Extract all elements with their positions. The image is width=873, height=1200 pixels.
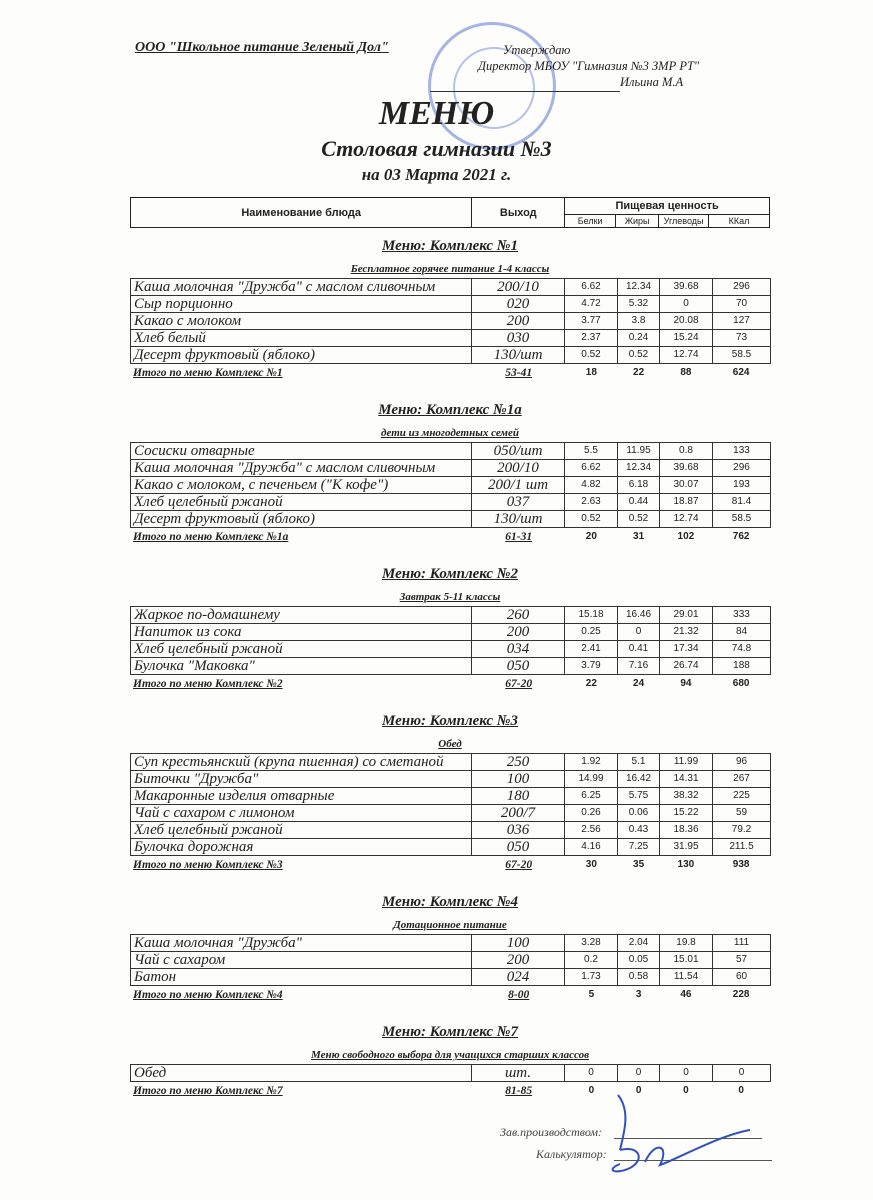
total-protein: 18: [585, 367, 597, 378]
table-row: [131, 754, 771, 771]
total-carbs: 102: [677, 531, 695, 542]
dish-output: 200: [472, 313, 565, 330]
total-carbs: 130: [677, 859, 695, 870]
dish-name: Чай с сахаром с лимоном: [131, 805, 472, 822]
dish-kcal: 96: [713, 754, 771, 771]
table-row: [131, 1065, 771, 1082]
dish-output: 200/10: [472, 279, 565, 296]
dish-kcal: 81.4: [713, 494, 771, 511]
dish-carbs: 21.32: [660, 624, 713, 641]
section-total: [130, 364, 770, 382]
table-row: [131, 658, 771, 675]
dish-output: шт.: [472, 1065, 565, 1082]
dish-name: Жаркое по-домашнему: [131, 607, 472, 624]
total-kcal: 938: [732, 859, 750, 870]
dish-output: 250: [472, 754, 565, 771]
table-row: [131, 641, 771, 658]
dish-protein: 1.73: [565, 969, 618, 986]
menu-table: [130, 606, 771, 675]
menu-table: [130, 934, 771, 986]
total-fat: 31: [633, 531, 645, 542]
dish-output: 200: [472, 952, 565, 969]
header-kcal: ККал: [709, 215, 770, 228]
dish-fat: 0.24: [618, 330, 660, 347]
dish-output: 200/1 шт: [472, 477, 565, 494]
total-fat: 35: [633, 859, 645, 870]
dish-fat: 12.34: [618, 460, 660, 477]
dish-output: 100: [472, 935, 565, 952]
dish-output: 050/шт: [472, 443, 565, 460]
total-price: 53-41: [505, 367, 533, 379]
dish-carbs: 17.34: [660, 641, 713, 658]
dish-kcal: 211.5: [713, 839, 771, 856]
table-row: [131, 279, 771, 296]
dish-kcal: 127: [713, 313, 771, 330]
total-fat: 3: [635, 989, 642, 1000]
dish-carbs: 0: [660, 1065, 713, 1082]
table-row: [131, 952, 771, 969]
dish-output: 030: [472, 330, 565, 347]
dish-carbs: 30.07: [660, 477, 713, 494]
menu-section: [130, 234, 770, 382]
header-nutrition: Пищевая ценность: [565, 198, 770, 215]
dish-output: 036: [472, 822, 565, 839]
menu-section: [130, 709, 770, 874]
table-row: [131, 624, 771, 641]
approval-label: Утверждаю: [503, 43, 571, 57]
dish-fat: 3.8: [618, 313, 660, 330]
table-row: [131, 477, 771, 494]
dish-fat: 0.44: [618, 494, 660, 511]
dish-output: 130/шт: [472, 511, 565, 528]
total-label: Итого по меню Комплекс №2: [133, 678, 283, 690]
dish-output: 130/шт: [472, 347, 565, 364]
dish-fat: 0: [618, 1065, 660, 1082]
dish-name: Десерт фруктовый (яблоко): [131, 347, 472, 364]
dish-carbs: 0: [660, 296, 713, 313]
dish-fat: 0.05: [618, 952, 660, 969]
total-protein: 0: [588, 1085, 595, 1096]
total-protein: 5: [588, 989, 595, 1000]
dish-kcal: 84: [713, 624, 771, 641]
menu-sections: [130, 230, 770, 1116]
dish-name: Каша молочная "Дружба": [131, 935, 472, 952]
total-carbs: 0: [683, 1085, 689, 1096]
menu-table: [130, 278, 771, 364]
dish-carbs: 29.01: [660, 607, 713, 624]
total-price: 8-00: [508, 989, 530, 1001]
dish-name: Хлеб целебный ржаной: [131, 494, 472, 511]
section-total: [130, 675, 770, 693]
dish-protein: 3.28: [565, 935, 618, 952]
total-protein: 30: [585, 859, 597, 870]
dish-protein: 2.37: [565, 330, 618, 347]
total-price: 67-20: [505, 859, 533, 871]
total-protein: 20: [585, 531, 597, 542]
dish-protein: 0.26: [565, 805, 618, 822]
dish-kcal: 333: [713, 607, 771, 624]
total-carbs: 46: [680, 989, 692, 1000]
dish-kcal: 59: [713, 805, 771, 822]
dish-name: Какао с молоком, с печеньем ("К кофе"): [131, 477, 472, 494]
total-fat: 24: [633, 678, 645, 689]
dish-protein: 0.52: [565, 511, 618, 528]
dish-carbs: 26.74: [660, 658, 713, 675]
header-output: Выход: [472, 198, 565, 228]
dish-output: 200/7: [472, 805, 565, 822]
total-price: 67-20: [505, 678, 533, 690]
dish-kcal: 267: [713, 771, 771, 788]
table-row: [131, 313, 771, 330]
dish-name: Каша молочная "Дружба" с маслом сливочным: [131, 460, 472, 477]
dish-output: 180: [472, 788, 565, 805]
dish-carbs: 15.24: [660, 330, 713, 347]
dish-name: Булочка "Маковка": [131, 658, 472, 675]
dish-fat: 5.1: [618, 754, 660, 771]
dish-carbs: 15.01: [660, 952, 713, 969]
dish-carbs: 19.8: [660, 935, 713, 952]
dish-fat: 5.32: [618, 296, 660, 313]
total-kcal: 624: [732, 367, 750, 378]
page-title: МЕНЮ: [378, 95, 495, 132]
section-total: [130, 528, 770, 546]
total-label: Итого по меню Комплекс №7: [133, 1085, 283, 1097]
dish-name: Сосиски отварные: [131, 443, 472, 460]
dish-kcal: 57: [713, 952, 771, 969]
table-row: [131, 771, 771, 788]
dish-fat: 16.46: [618, 607, 660, 624]
dish-name: Хлеб целебный ржаной: [131, 822, 472, 839]
header-carbs: Углеводы: [659, 215, 709, 228]
production-head-label: Зав.производством:: [500, 1125, 603, 1139]
approval-position: Директор МБОУ "Гимназия №3 ЗМР РТ": [478, 59, 700, 73]
dish-carbs: 11.54: [660, 969, 713, 986]
section-title: Меню: Комплекс №1а: [378, 402, 522, 418]
dish-protein: 1.92: [565, 754, 618, 771]
dish-fat: 2.04: [618, 935, 660, 952]
dish-fat: 0.52: [618, 511, 660, 528]
calculator-label: Калькулятор:: [536, 1147, 607, 1161]
approval-signer: Ильина М.А: [620, 75, 684, 89]
table-row: [131, 935, 771, 952]
dish-output: 037: [472, 494, 565, 511]
dish-name: Макаронные изделия отварные: [131, 788, 472, 805]
dish-carbs: 18.36: [660, 822, 713, 839]
dish-protein: 4.16: [565, 839, 618, 856]
dish-fat: 6.18: [618, 477, 660, 494]
dish-carbs: 12.74: [660, 347, 713, 364]
total-protein: 22: [585, 678, 597, 689]
dish-kcal: 225: [713, 788, 771, 805]
dish-fat: 16.42: [618, 771, 660, 788]
dish-fat: 7.16: [618, 658, 660, 675]
dish-protein: 14.99: [565, 771, 618, 788]
total-kcal: 0: [738, 1085, 744, 1096]
section-subtitle: Меню свободного выбора для учащихся старших классов: [310, 1049, 590, 1061]
menu-table: [130, 753, 771, 856]
dish-output: 020: [472, 296, 565, 313]
dish-kcal: 79.2: [713, 822, 771, 839]
total-kcal: 680: [732, 678, 750, 689]
page-subtitle: Столовая гимназии №3: [321, 136, 552, 161]
total-price: 81-85: [505, 1085, 533, 1097]
dish-output: 100: [472, 771, 565, 788]
section-subtitle: Бесплатное горячее питание 1-4 классы: [350, 263, 550, 275]
section-title: Меню: Комплекс №1: [382, 238, 518, 254]
table-row: [131, 296, 771, 313]
dish-name: Биточки "Дружба": [131, 771, 472, 788]
dish-kcal: 70: [713, 296, 771, 313]
table-row: [131, 460, 771, 477]
dish-carbs: 18.87: [660, 494, 713, 511]
approval-block: [478, 42, 699, 90]
section-title: Меню: Комплекс №4: [382, 894, 518, 910]
dish-fat: 0.58: [618, 969, 660, 986]
dish-name: Булочка дорожная: [131, 839, 472, 856]
dish-name: Суп крестьянский (крупа пшенная) со сметаной: [131, 754, 472, 771]
dish-protein: 0.25: [565, 624, 618, 641]
dish-kcal: 296: [713, 460, 771, 477]
dish-name: Чай с сахаром: [131, 952, 472, 969]
dish-carbs: 14.31: [660, 771, 713, 788]
approval-signature-line: [430, 91, 620, 92]
total-fat: 0: [635, 1085, 642, 1096]
dish-kcal: 74.8: [713, 641, 771, 658]
total-label: Итого по меню Комплекс №1: [133, 367, 283, 379]
dish-protein: 15.18: [565, 607, 618, 624]
dish-carbs: 39.68: [660, 460, 713, 477]
dish-protein: 0.2: [565, 952, 618, 969]
dish-output: 260: [472, 607, 565, 624]
section-title: Меню: Комплекс №2: [382, 566, 518, 582]
dish-kcal: 193: [713, 477, 771, 494]
dish-carbs: 39.68: [660, 279, 713, 296]
dish-carbs: 20.08: [660, 313, 713, 330]
table-row: [131, 969, 771, 986]
total-label: Итого по меню Комплекс №1а: [133, 531, 289, 543]
section-title: Меню: Комплекс №7: [382, 1024, 518, 1040]
dish-protein: 2.56: [565, 822, 618, 839]
dish-fat: 0.06: [618, 805, 660, 822]
menu-section: [130, 398, 770, 546]
dish-carbs: 31.95: [660, 839, 713, 856]
dish-fat: 11.95: [618, 443, 660, 460]
header-protein: Белки: [565, 215, 616, 228]
table-row: [131, 788, 771, 805]
dish-name: Сыр порционно: [131, 296, 472, 313]
dish-name: Напиток из сока: [131, 624, 472, 641]
total-price: 61-31: [505, 531, 533, 543]
table-row: [131, 511, 771, 528]
table-row: [131, 494, 771, 511]
dish-carbs: 12.74: [660, 511, 713, 528]
dish-output: 034: [472, 641, 565, 658]
dish-protein: 3.77: [565, 313, 618, 330]
dish-carbs: 11.99: [660, 754, 713, 771]
dish-kcal: 58.5: [713, 347, 771, 364]
dish-carbs: 0.8: [660, 443, 713, 460]
total-carbs: 88: [680, 367, 692, 378]
table-row: [131, 839, 771, 856]
dish-protein: 0: [565, 1065, 618, 1082]
dish-kcal: 188: [713, 658, 771, 675]
section-subtitle: Обед: [438, 738, 462, 750]
dish-protein: 2.41: [565, 641, 618, 658]
dish-output: 050: [472, 658, 565, 675]
section-subtitle: Завтрак 5-11 классы: [399, 591, 501, 603]
section-subtitle: дети из многодетных семей: [381, 427, 519, 439]
dish-kcal: 60: [713, 969, 771, 986]
menu-date: на 03 Марта 2021 г.: [361, 165, 512, 184]
dish-protein: 4.72: [565, 296, 618, 313]
dish-output: 050: [472, 839, 565, 856]
dish-protein: 4.82: [565, 477, 618, 494]
table-row: [131, 347, 771, 364]
dish-fat: 0.52: [618, 347, 660, 364]
dish-output: 024: [472, 969, 565, 986]
dish-name: Хлеб целебный ржаной: [131, 641, 472, 658]
dish-output: 200/10: [472, 460, 565, 477]
organization-name: ООО "Школьное питание Зеленый Дол": [135, 40, 389, 55]
header-name: Наименование блюда: [131, 198, 472, 228]
dish-carbs: 38.32: [660, 788, 713, 805]
table-row: [131, 822, 771, 839]
table-row: [131, 443, 771, 460]
dish-name: Хлеб белый: [131, 330, 472, 347]
dish-fat: 0.41: [618, 641, 660, 658]
header-fat: Жиры: [616, 215, 659, 228]
dish-fat: 12.34: [618, 279, 660, 296]
table-row: [131, 607, 771, 624]
menu-table: [130, 1064, 771, 1082]
dish-name: Батон: [131, 969, 472, 986]
menu-section: [130, 1020, 770, 1100]
total-kcal: 228: [732, 989, 750, 1000]
table-row: [131, 805, 771, 822]
total-carbs: 94: [680, 678, 692, 689]
dish-kcal: 133: [713, 443, 771, 460]
section-total: [130, 986, 770, 1004]
dish-kcal: 111: [713, 935, 771, 952]
table-row: [131, 330, 771, 347]
dish-protein: 6.62: [565, 460, 618, 477]
dish-kcal: 73: [713, 330, 771, 347]
total-fat: 22: [633, 367, 645, 378]
total-label: Итого по меню Комплекс №4: [133, 989, 283, 1001]
dish-name: Каша молочная "Дружба" с маслом сливочным: [131, 279, 472, 296]
total-kcal: 762: [732, 531, 750, 542]
section-total: [130, 856, 770, 874]
dish-protein: 3.79: [565, 658, 618, 675]
section-subtitle: Дотационное питание: [393, 919, 507, 931]
dish-fat: 0: [618, 624, 660, 641]
dish-protein: 6.62: [565, 279, 618, 296]
menu-table: [130, 442, 771, 528]
menu-section: [130, 562, 770, 693]
dish-kcal: 0: [713, 1065, 771, 1082]
column-header: [130, 197, 770, 228]
dish-protein: 2.63: [565, 494, 618, 511]
dish-fat: 5.75: [618, 788, 660, 805]
dish-name: Какао с молоком: [131, 313, 472, 330]
dish-carbs: 15.22: [660, 805, 713, 822]
dish-name: Обед: [131, 1065, 472, 1082]
section-title: Меню: Комплекс №3: [382, 713, 518, 729]
dish-output: 200: [472, 624, 565, 641]
dish-protein: 0.52: [565, 347, 618, 364]
dish-name: Десерт фруктовый (яблоко): [131, 511, 472, 528]
menu-section: [130, 890, 770, 1004]
dish-kcal: 296: [713, 279, 771, 296]
dish-kcal: 58.5: [713, 511, 771, 528]
dish-protein: 5.5: [565, 443, 618, 460]
dish-fat: 0.43: [618, 822, 660, 839]
dish-protein: 6.25: [565, 788, 618, 805]
total-label: Итого по меню Комплекс №3: [133, 859, 283, 871]
dish-fat: 7.25: [618, 839, 660, 856]
handwritten-signature: [600, 1090, 780, 1185]
